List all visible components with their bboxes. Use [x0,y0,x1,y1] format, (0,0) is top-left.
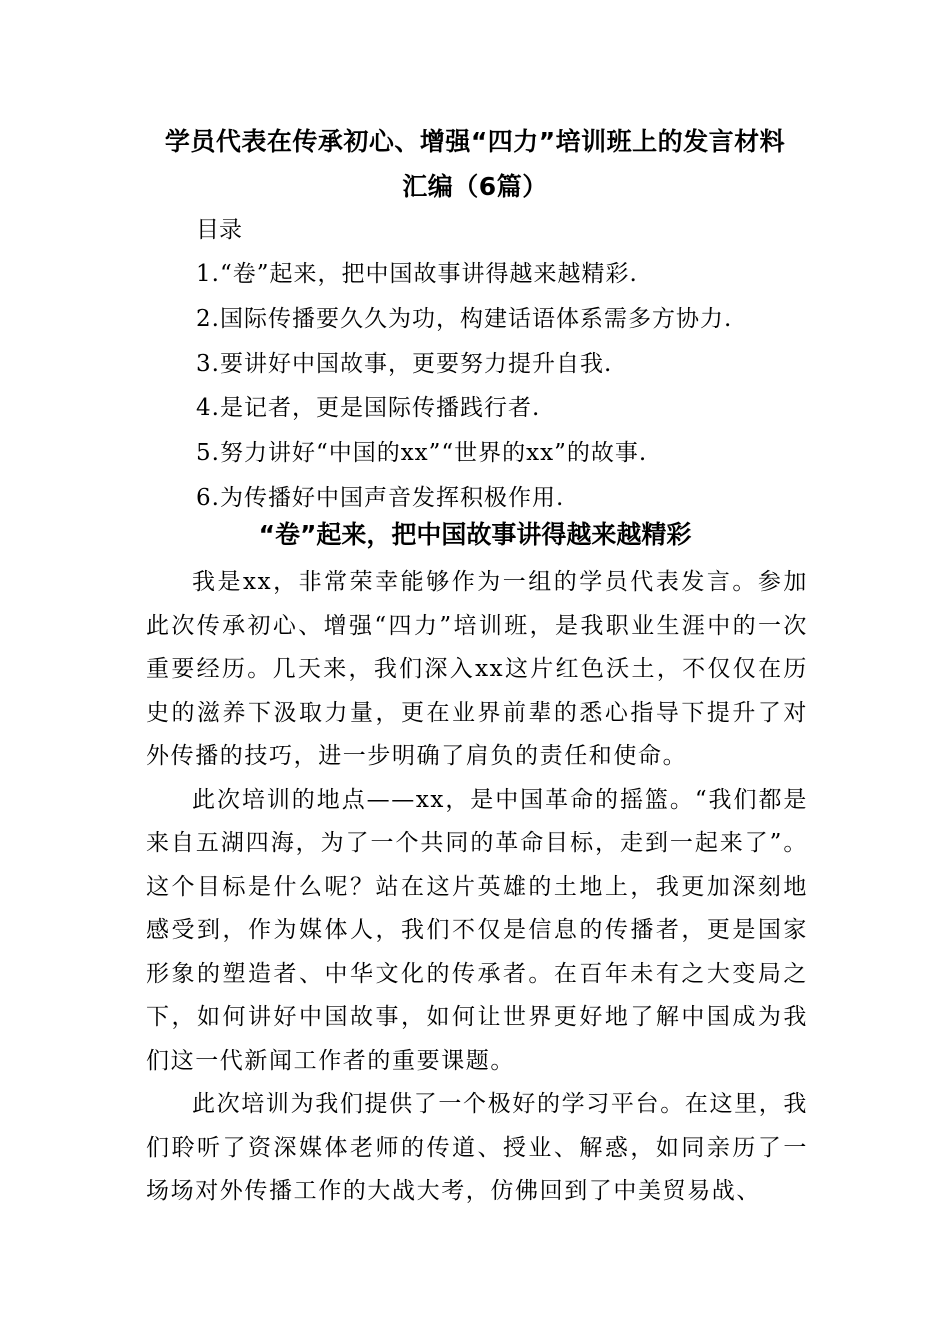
document-title-line-1: 学员代表在传承初心、增强“四力”培训班上的发言材料 [164,127,786,156]
table-of-contents [196,252,732,521]
toc-item: 2.国际传播要久久为功，构建话语体系需多方协力. [196,305,733,332]
toc-item: 3.要讲好中国故事，更要努力提升自我. [196,350,613,377]
toc-heading: 目录 [196,217,242,243]
section-title: “卷”起来，把中国故事讲得越来越精彩 [258,520,692,549]
document-title-line-2: 汇编（6篇） [402,172,548,201]
toc-item: 6.为传播好中国声音发挥积极作用. [196,484,565,511]
body-paragraph: 我是xx，非常荣幸能够作为一组的学员代表发言。参加此次传承初心、增强“四力”培训班，是我职业生涯中的一次重要经历。几天来，我们深入xx这片红色沃土，不仅仅在历史的滋养下汲取力量，更在业界前辈的悉心指导下提升了对外传播的技巧，进一步明确了肩负的责任和使命。 [146,569,808,769]
toc-item: 5.努力讲好“中国的xx”“世界的xx”的故事. [196,440,648,467]
toc-item: 1.“卷”起来，把中国故事讲得越来越精彩. [196,261,638,287]
body-paragraph: 此次培训的地点——xx，是中国革命的摇篮。“我们都是来自五湖四海，为了一个共同的革命目标，走到一起来了”。这个目标是什么呢？站在这片英雄的土地上，我更加深刻地感受到，作为媒体人，我们不仅是信息的传播者，更是国家形象的塑造者、中华文化的传承者。在百年未有之大变局之下，如何讲好中国故事，如何让世界更好地了解中国成为我们这一代新闻工作者的重要课题。 [146,786,808,1074]
section-body [146,561,808,1214]
toc-item: 4.是记者，更是国际传播践行者. [196,395,541,422]
body-paragraph: 此次培训为我们提供了一个极好的学习平台。在这里，我们聆听了资深媒体老师的传道、授业、解惑，如同亲历了一场场对外传播工作的大战大考，仿佛回到了中美贸易战、 [146,1091,808,1204]
